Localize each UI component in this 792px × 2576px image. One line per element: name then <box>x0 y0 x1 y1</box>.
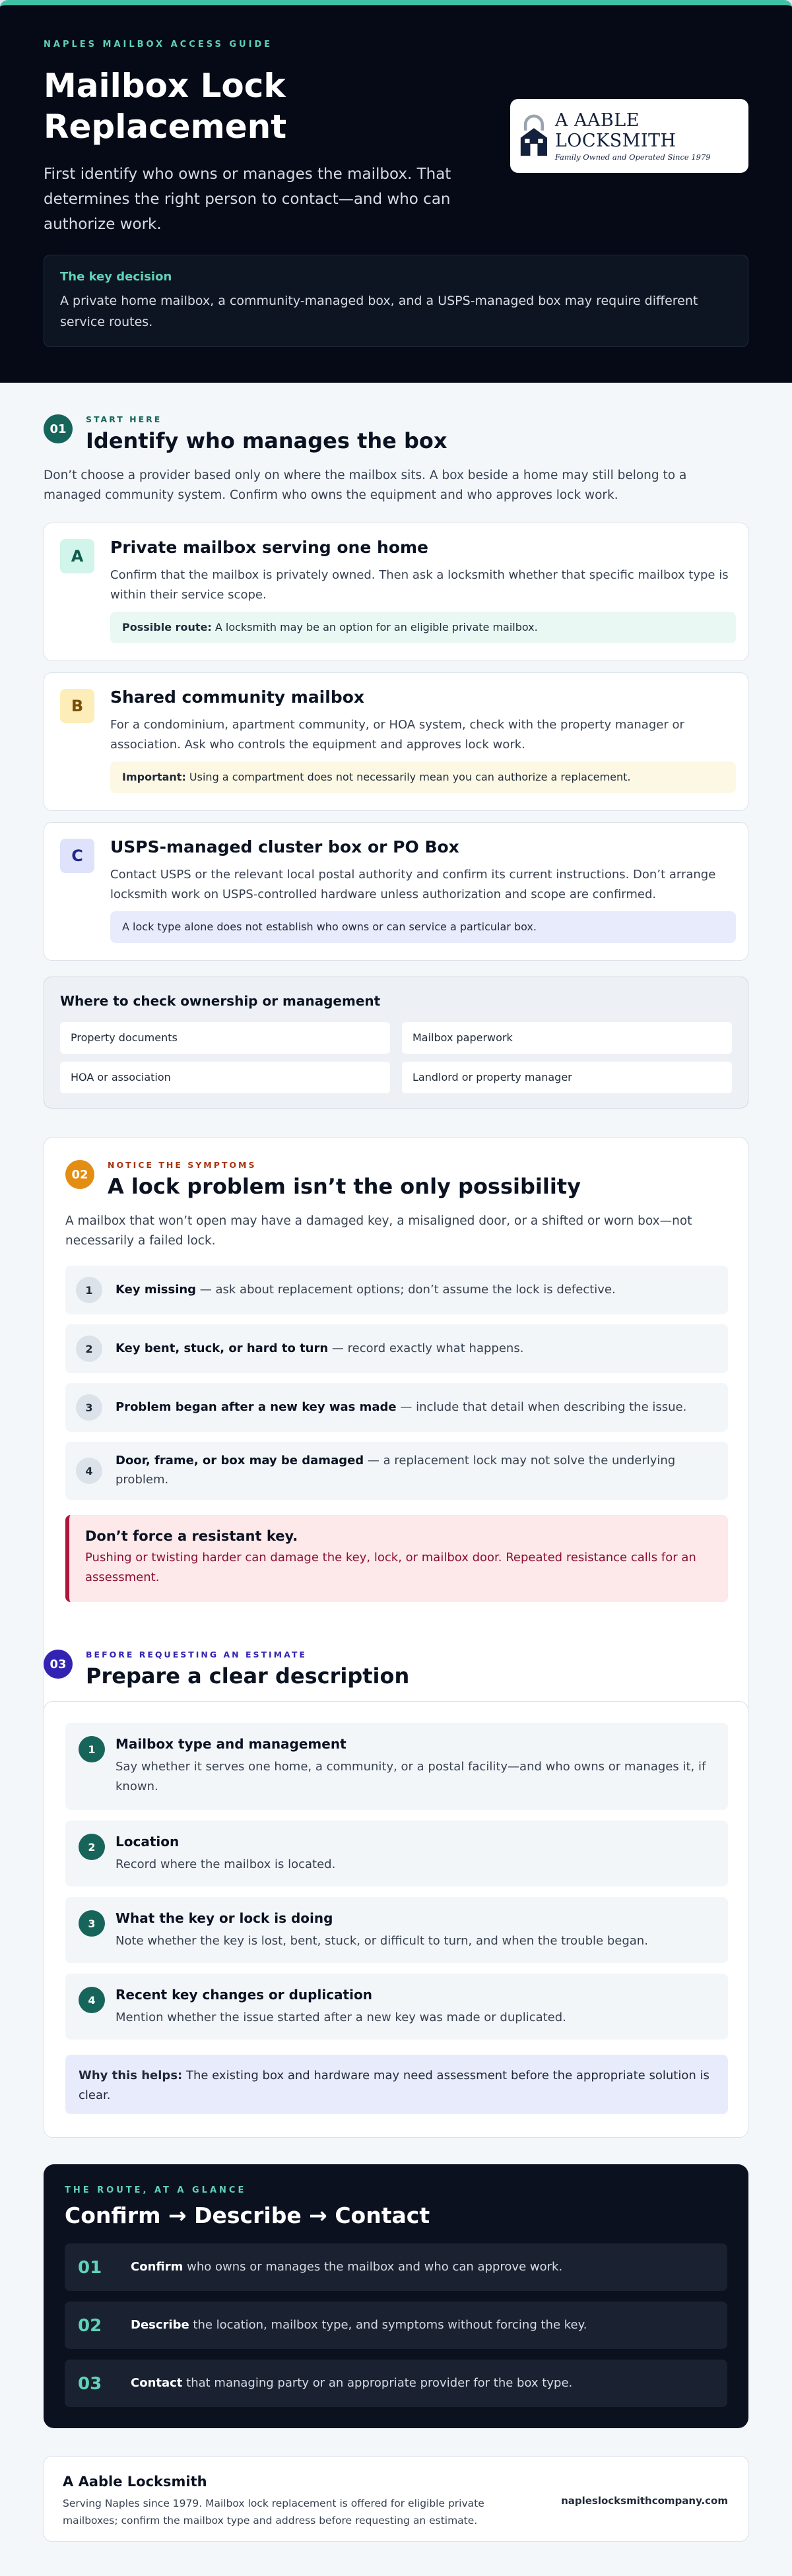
route-eyebrow: THE ROUTE, AT A GLANCE <box>65 2185 247 2195</box>
key-decision-text: A private home mailbox, a community-managed box, and a USPS-managed box may require different service routes. <box>60 294 698 329</box>
route-step-text <box>131 2376 572 2390</box>
symptom-text <box>116 1339 716 1358</box>
card-letter-a: A <box>60 539 94 573</box>
symptom-text <box>116 1451 716 1489</box>
hero-header <box>0 0 792 383</box>
note-text: A locksmith may be an option for an eligible private mailbox. <box>211 621 538 633</box>
card-community-mailbox <box>44 672 748 811</box>
route-step-number: 01 <box>78 2258 102 2278</box>
symptom-item <box>65 1324 728 1373</box>
route-step-text <box>131 2260 562 2274</box>
step-title: Recent key changes or duplication <box>116 1987 372 2003</box>
footer <box>44 2456 748 2542</box>
warning-text: Pushing or twisting harder can damage the key, lock, or mailbox door. Repeated resistance calls for an assessment. <box>85 1551 696 1584</box>
logo-tagline: Family Owned and Operated Since 1979 <box>554 152 711 162</box>
symptom-number: 3 <box>76 1394 102 1421</box>
symptom-item <box>65 1383 728 1432</box>
checklist-step <box>65 1820 728 1886</box>
checklist-step <box>65 1897 728 1963</box>
section-1-header <box>44 414 447 453</box>
why-label: Why this helps: <box>79 2069 183 2082</box>
step-number: 1 <box>79 1736 105 1762</box>
step-text: Mention whether the issue started after a new key was made or duplicated. <box>116 2011 566 2024</box>
logo-name: A AABLE LOCKSMITH <box>554 110 676 151</box>
footer-company-name: A Aable Locksmith <box>63 2474 207 2490</box>
step-text: Record where the mailbox is located. <box>116 1857 336 1871</box>
hero-subtitle: First identify who owns or manages the mailbox. That determines the right person to contact—and who can authorize work. <box>44 166 451 233</box>
card-text: Contact USPS or the relevant local postal authority and confirm its current instructions. Don’t arrange locksmith work on USPS-controlled hardware unless authorization and scope are confirmed. <box>110 868 716 901</box>
note-label: Important: <box>122 771 186 783</box>
note-label: Possible route: <box>122 621 212 633</box>
section-2-title: A lock problem isn’t the only possibility <box>108 1174 581 1199</box>
card-title: Shared community mailbox <box>110 688 365 707</box>
symptom-detail: — ask about replacement options; don’t assume the lock is defective. <box>196 1283 616 1297</box>
symptom-text <box>116 1280 716 1299</box>
section-1-eyebrow: START HERE <box>86 414 162 424</box>
card-text: Confirm that the mailbox is privately owned. Then ask a locksmith whether that specific mailbox type is within their service scope. <box>110 568 729 602</box>
card-note <box>110 911 736 943</box>
symptom-detail: — include that detail when describing the issue. <box>396 1400 687 1414</box>
company-logo[interactable] <box>510 99 748 173</box>
route-step-detail: who owns or manages the mailbox and who can approve work. <box>183 2260 563 2274</box>
route-step <box>65 2360 727 2407</box>
section-1-title: Identify who manages the box <box>86 428 447 453</box>
symptom-label: Door, frame, or box may be damaged <box>116 1454 364 1467</box>
note-text: Using a compartment does not necessarily mean you can authorize a replacement. <box>185 771 631 783</box>
card-text: For a condominium, apartment community, or HOA system, check with the property manager or association. Ask who controls the equipment and approves lock work. <box>110 718 684 752</box>
card-note <box>110 612 736 643</box>
route-step-number: 03 <box>78 2374 102 2394</box>
step-title: What the key or lock is doing <box>116 1910 333 1926</box>
symptom-item <box>65 1266 728 1314</box>
section-1-intro: Don’t choose a provider based only on where the mailbox sits. A box beside a home may still belong to a managed community system. Confirm who owns the equipment and who approves lock work. <box>44 468 687 502</box>
card-title: Private mailbox serving one home <box>110 538 428 557</box>
step-number: 2 <box>79 1834 105 1860</box>
card-title: USPS-managed cluster box or PO Box <box>110 837 459 856</box>
section-2-header <box>65 1160 581 1199</box>
symptom-number: 4 <box>76 1458 102 1484</box>
key-decision-box <box>44 255 748 347</box>
why-this-helps-note <box>65 2055 728 2114</box>
route-step-detail: that managing party or an appropriate provider for the box type. <box>182 2376 573 2390</box>
card-letter-c: C <box>60 839 94 873</box>
section-3-header <box>44 1650 409 1689</box>
section-2-intro: A mailbox that won’t open may have a damaged key, a misaligned door, or a shifted or worn box—not necessarily a failed lock. <box>65 1214 692 1248</box>
card-letter-b: B <box>60 689 94 723</box>
card-usps-mailbox <box>44 822 748 961</box>
key-decision-title: The key decision <box>60 270 172 284</box>
symptom-number: 1 <box>76 1277 102 1303</box>
section-3-title: Prepare a clear description <box>86 1663 410 1689</box>
section-2-eyebrow: NOTICE THE SYMPTOMS <box>108 1160 257 1170</box>
step-number: 4 <box>79 1987 105 2013</box>
symptom-label: Key missing <box>116 1283 197 1297</box>
checklist-step <box>65 1974 728 2040</box>
route-step <box>65 2302 727 2349</box>
description-panel <box>44 1701 748 2138</box>
check-item: Mailbox paperwork <box>402 1022 732 1054</box>
card-note <box>110 761 736 793</box>
step-number: 3 <box>79 1910 105 1937</box>
symptom-detail: — a replacement lock may not solve the underlying problem. <box>116 1454 676 1487</box>
warning-title: Don’t force a resistant key. <box>85 1528 298 1544</box>
route-step-detail: the location, mailbox type, and symptoms without forcing the key. <box>189 2318 587 2332</box>
symptom-item <box>65 1442 728 1500</box>
section-3-number: 03 <box>44 1650 73 1679</box>
page-title: Mailbox Lock Replacement <box>44 67 287 146</box>
force-warning <box>65 1515 728 1602</box>
symptom-label: Problem began after a new key was made <box>116 1400 397 1414</box>
symptom-detail: — record exactly what happens. <box>328 1341 524 1355</box>
step-text: Note whether the key is lost, bent, stuck, or difficult to turn, and when the trouble began. <box>116 1934 648 1948</box>
ownership-check-box <box>44 977 748 1109</box>
footer-website-link[interactable]: napleslocksmithcompany.com <box>561 2495 728 2507</box>
ownership-check-title: Where to check ownership or management <box>60 993 381 1009</box>
route-step-label: Confirm <box>131 2260 183 2274</box>
symptom-number: 2 <box>76 1336 102 1362</box>
route-summary <box>44 2164 748 2428</box>
check-item: Landlord or property manager <box>402 1062 732 1093</box>
step-title: Mailbox type and management <box>116 1736 346 1752</box>
checklist-step <box>65 1723 728 1810</box>
house-lock-icon <box>519 113 548 159</box>
note-text: A lock type alone does not establish who owns or can service a particular box. <box>122 920 537 933</box>
route-step-label: Contact <box>131 2376 183 2390</box>
check-item: Property documents <box>60 1022 390 1054</box>
route-title: Confirm → Describe → Contact <box>65 2203 430 2228</box>
why-text: The existing box and hardware may need assessment before the appropriate solution is clear. <box>79 2069 710 2102</box>
route-step-number: 02 <box>78 2316 102 2336</box>
route-step <box>65 2243 727 2291</box>
hero-eyebrow: NAPLES MAILBOX ACCESS GUIDE <box>44 40 273 49</box>
card-private-mailbox <box>44 523 748 661</box>
symptom-text <box>116 1398 716 1417</box>
symptom-label: Key bent, stuck, or hard to turn <box>116 1341 329 1355</box>
step-title: Location <box>116 1834 180 1850</box>
route-step-label: Describe <box>131 2318 189 2332</box>
step-text: Say whether it serves one home, a community, or a postal facility—and who owns or manages it, if known. <box>116 1760 706 1793</box>
footer-text: Serving Naples since 1979. Mailbox lock replacement is offered for eligible private mailboxes; confirm the mailbox type and address before requesting an estimate. <box>63 2497 484 2527</box>
section-2-number: 02 <box>65 1160 94 1189</box>
logo-text <box>555 110 748 162</box>
section-1-number: 01 <box>44 414 73 443</box>
section-3-eyebrow: BEFORE REQUESTING AN ESTIMATE <box>86 1650 307 1659</box>
route-step-text <box>131 2318 587 2332</box>
check-item: HOA or association <box>60 1062 390 1093</box>
